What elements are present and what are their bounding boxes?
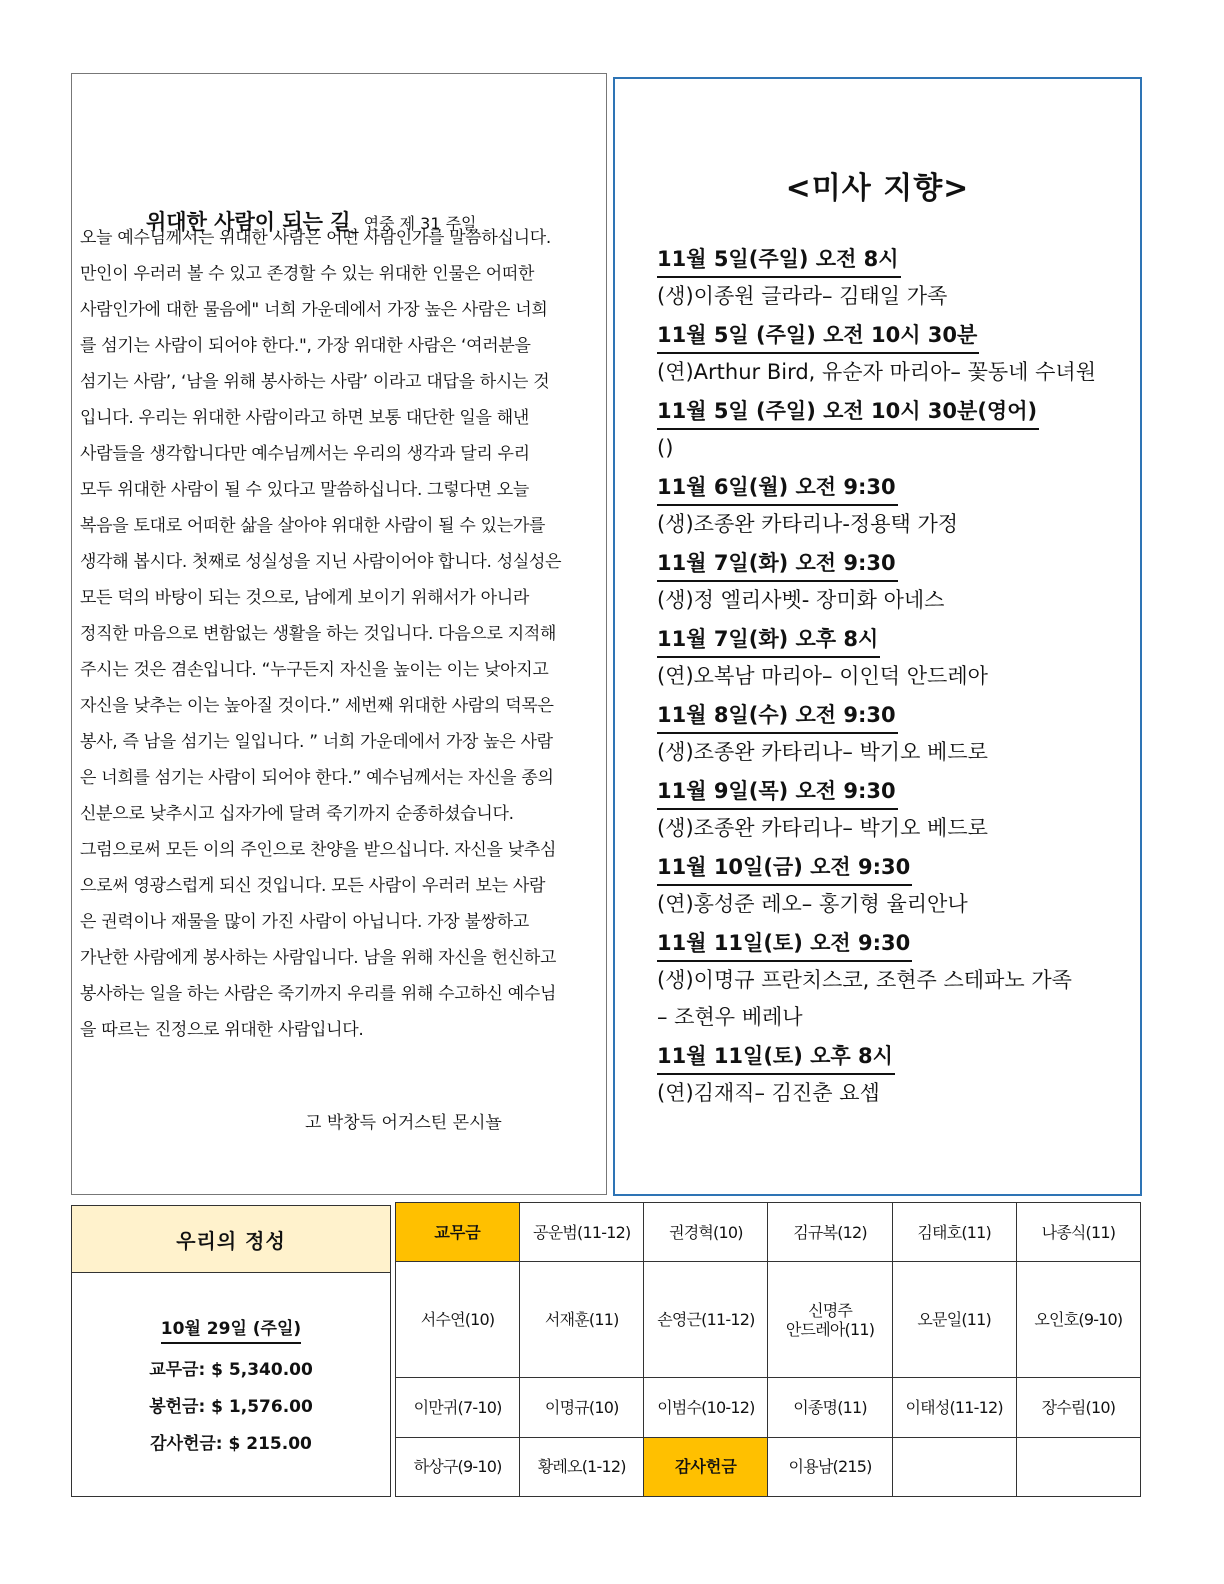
table-row [396,1262,1141,1378]
donor-cell [892,1437,1016,1496]
donor-cell: 하상구(9-10) [396,1437,520,1496]
reflection-body: 오늘 예수님께서는 위대한 사람은 어떤 사람인가를 말씀하십니다. 만인이 우러러 볼 수 있고 존경할 수 있는 위대한 인물은 어떠한 사람인가에 대한 물음에" 너희 가운데에서 가장 높은 사람은 너희 를 섬기는 사람이 되어야 한다.", 가장 위대한 사람은 ‘여러분을 섬기는 사람’, ‘남을 위해 봉사하는 사람’ 이라고 대답을 하시는 것 입니다. 우리는 위대한 사람이라고 하면 보통 대단한 일을 해낸 사람들을 생각합니다만 예수님께서는 우리의 생각과 달리 우리 모두 위대한 사람이 될 수 있다고 말씀하십니다. 그렇다면 오늘 복음을 토대로 어떠한 삶을 살아야 위대한 사람이 될 수 있는가를 생각해 봅시다. 첫째로 성실성을 지닌 사람이어야 합니다. 성실성은 모든 덕의 바탕이 되는 것으로, 남에게 보이기 위해서가 아니라 정직한 마음으로 변함없는 생활을 하는 것입니다. 다음으로 지적해 주시는 것은 겸손입니다. “누구든지 자신을 높이는 이는 낮아지고 자신을 낮추는 이는 높아질 것이다.” 세번째 위대한 사람의 덕목은 봉사, 즉 남을 섬기는 일입니다. ” 너희 가운데에서 가장 높은 사람 은 너희를 섬기는 사람이 되어야 한다.” 예수님께서는 자신을 종의 신분으로 낮추시고 십자가에 달려 죽기까지 순종하셨습니다. 그럼으로써 모든 이의 주인으로 찬양을 받으십니다. 자신을 낮추심 으로써 영광스럽게 되신 것입니다. 모든 사람이 우러러 보는 사람 은 권력이나 재물을 많이 가진 사람이 아닙니다. 가장 불쌍하고 가난한 사람에게 봉사하는 사람입니다. 남을 위해 자신을 헌신하고 봉사하는 일을 하는 사람은 죽기까지 우리를 위해 수고하신 예수님 을 따르는 진정으로 위대한 사람입니다. [80,228,562,1040]
table-row [396,1378,1141,1437]
mass-date: 11월 9일(목) 오전 9:30 [657,774,898,810]
mass-intent: (생)조종완 카타리나– 박기오 베드로 [657,740,988,764]
mass-item [657,546,1137,619]
donor-cell: 손영근(11-12) [644,1262,768,1378]
mass-item [657,850,1137,923]
donor-cell: 오문일(11) [892,1262,1016,1378]
donor-cell: 김규복(12) [768,1203,892,1262]
mass-date: 11월 11일(토) 오전 9:30 [657,926,912,962]
mass-intent: (연)김재직– 김진춘 요셉 [657,1081,880,1105]
mass-intent: (생)조종완 카타리나– 박기오 베드로 [657,816,988,840]
donor-cell: 서수연(10) [396,1262,520,1378]
mass-intentions-box [613,77,1142,1196]
mass-intent: (생)정 엘리사벳- 장미화 아네스 [657,588,945,612]
offering-line-thanksgiving: 감사헌금: $ 215.00 [150,1434,312,1454]
mass-list [657,242,1137,1115]
mass-intent: (생)이명규 프란치스코, 조현주 스테파노 가족 – 조현우 베레나 [657,968,1072,1029]
table-row [396,1203,1141,1262]
donor-cell: 황레오(1-12) [520,1437,644,1496]
mass-item [657,394,1137,467]
offering-header: 우리의 정성 [72,1206,390,1273]
offering-date: 10월 29일 (주일) [161,1316,301,1344]
donor-cell: 김태호(11) [892,1203,1016,1262]
reflection-title-main: 위대한 사람이 되는 길 [146,210,351,234]
offering-content [72,1316,390,1463]
mass-date: 11월 7일(화) 오후 8시 [657,622,880,658]
donor-cell: 오인호(9-10) [1016,1262,1140,1378]
donor-cell: 이범수(10-12) [644,1378,768,1437]
mass-intent: (생)이종원 글라라– 김태일 가족 [657,284,948,308]
offering-line-collection: 봉헌금: $ 1,576.00 [149,1397,313,1417]
mass-title: <미사 지향> [785,171,970,206]
mass-date: 11월 6일(월) 오전 9:30 [657,470,898,506]
offering-line-tithe: 교무금: $ 5,340.00 [149,1360,313,1380]
mass-date: 11월 10일(금) 오전 9:30 [657,850,912,886]
offering-box [71,1205,391,1497]
reflection-subtitle: _ 연중 제 31 주일 [350,214,477,233]
mass-intent: (생)조종완 카타리나-정용택 가정 [657,512,959,536]
mass-item [657,622,1137,695]
donor-cell: 장수림(10) [1016,1378,1140,1437]
donor-cell: 서재훈(11) [520,1262,644,1378]
reflection-box [71,73,607,1195]
mass-item [657,1039,1137,1112]
mass-item [657,698,1137,771]
mass-date: 11월 8일(수) 오전 9:30 [657,698,898,734]
donor-cell: 공운범(11-12) [520,1203,644,1262]
donor-cell: 이종명(11) [768,1378,892,1437]
donor-cell: 이태성(11-12) [892,1378,1016,1437]
mass-item [657,242,1137,315]
donor-cell: 이만귀(7-10) [396,1378,520,1437]
reflection-author: 고 박창득 어거스틴 몬시뇰 [305,1113,502,1133]
donor-cell: 이용남(215) [768,1437,892,1496]
donor-cell [1016,1437,1140,1496]
mass-date: 11월 7일(화) 오전 9:30 [657,546,898,582]
donor-cell: 신명주 안드레아(11) [768,1262,892,1378]
mass-item [657,318,1137,391]
mass-intent: (연)Arthur Bird, 유순자 마리아– 꽃동네 수녀원 [657,360,1096,384]
mass-date: 11월 11일(토) 오후 8시 [657,1039,895,1075]
mass-date: 11월 5일(주일) 오전 8시 [657,242,901,278]
donor-cell: 나종식(11) [1016,1203,1140,1262]
donor-cell: 이명규(10) [520,1378,644,1437]
mass-intent: (연)홍성준 레오– 홍기형 율리안나 [657,892,968,916]
mass-date: 11월 5일 (주일) 오전 10시 30분(영어) [657,394,1039,430]
mass-date: 11월 5일 (주일) 오전 10시 30분 [657,318,979,354]
mass-item [657,926,1137,1036]
donor-cell: 권경혁(10) [644,1203,768,1262]
table-row [396,1437,1141,1496]
mass-item [657,774,1137,847]
donor-table [395,1202,1141,1497]
mass-intent: () [657,436,674,460]
donor-category-header: 감사헌금 [644,1437,768,1496]
mass-intent: (연)오복남 마리아– 이인덕 안드레아 [657,664,988,688]
mass-item [657,470,1137,543]
donor-category-header: 교무금 [396,1203,520,1262]
